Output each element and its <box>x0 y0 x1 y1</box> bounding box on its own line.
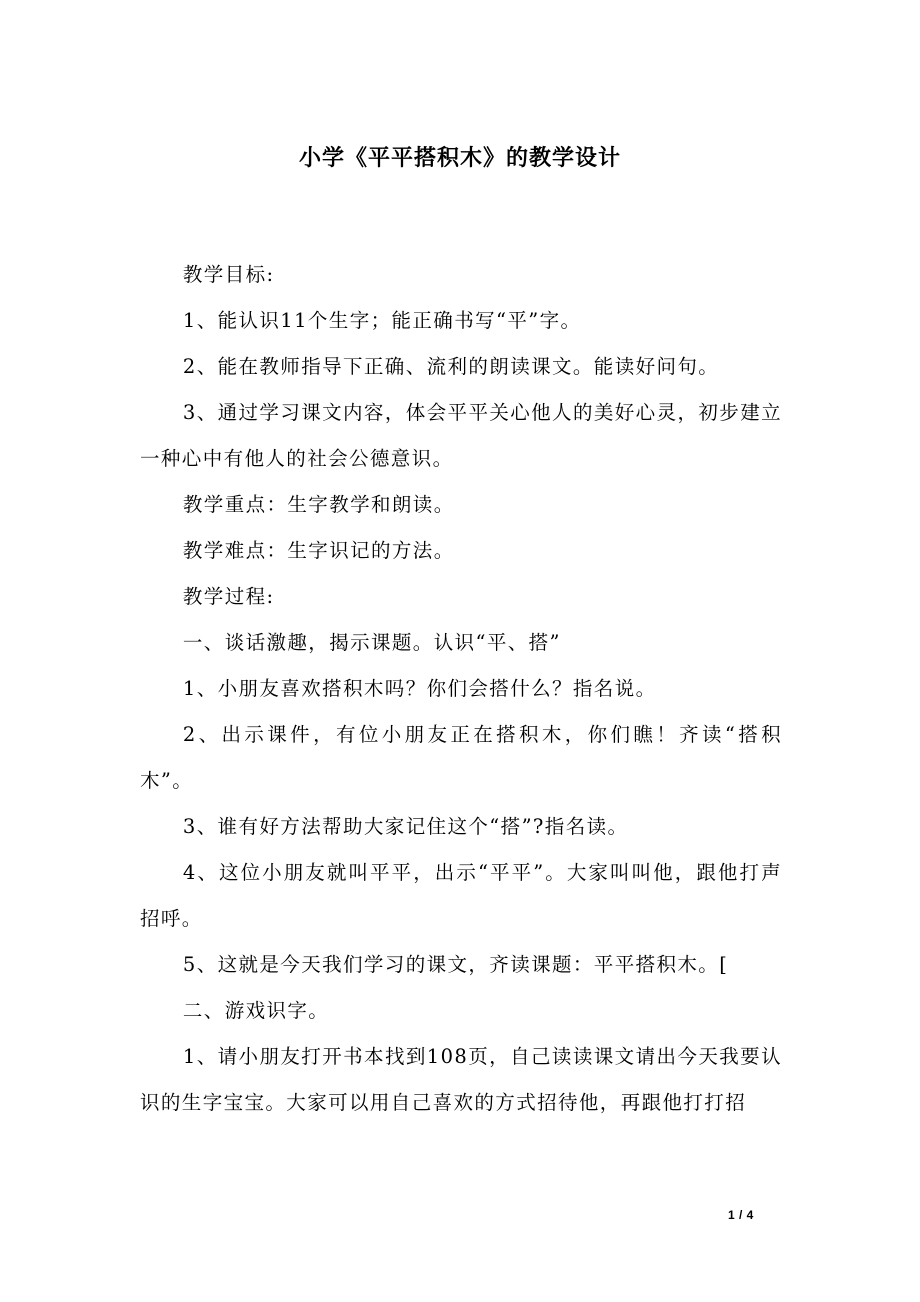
document-body <box>140 252 782 1126</box>
document-title: 小学《平平搭积木》的教学设计 <box>298 145 621 171</box>
paragraph: 1、请小朋友打开书本找到108页，自己读读课文请出今天我要认识的生字宝宝。大家可以用自己喜欢的方式招待他，再跟他打打招 <box>140 1045 782 1114</box>
paragraph: 2、出示课件，有位小朋友正在搭积木，你们瞧！齐读“搭积木”。 <box>140 723 782 792</box>
paragraph: 教学目标: <box>182 263 275 286</box>
paragraph: 3、谁有好方法帮助大家记住这个“搭”?指名读。 <box>182 815 629 838</box>
paragraph: 教学重点：生字教学和朗读。 <box>182 493 455 516</box>
paragraph: 3、通过学习课文内容，体会平平关心他人的美好心灵，初步建立一种心中有他人的社会公德意识。 <box>140 401 782 470</box>
paragraph: 一、谈话激趣，揭示课题。认识“平、搭” <box>182 631 561 654</box>
paragraph: 5、这就是今天我们学习的课文，齐读课题：平平搭积木。[ <box>182 953 729 976</box>
paragraph: 1、能认识11个生字；能正确书写“平”字。 <box>182 309 582 332</box>
paragraph: 4、这位小朋友就叫平平，出示“平平”。大家叫叫他，跟他打声招呼。 <box>140 861 782 930</box>
page-number: 1 / 4 <box>728 1208 754 1222</box>
paragraph: 二、游戏识字。 <box>182 999 330 1022</box>
paragraph: 1、小朋友喜欢搭积木吗？你们会搭什么？指名说。 <box>182 677 657 700</box>
paragraph: 教学过程: <box>182 585 275 608</box>
paragraph: 教学难点：生字识记的方法。 <box>182 539 455 562</box>
paragraph: 2、能在教师指导下正确、流利的朗读课文。能读好问句。 <box>182 355 720 378</box>
